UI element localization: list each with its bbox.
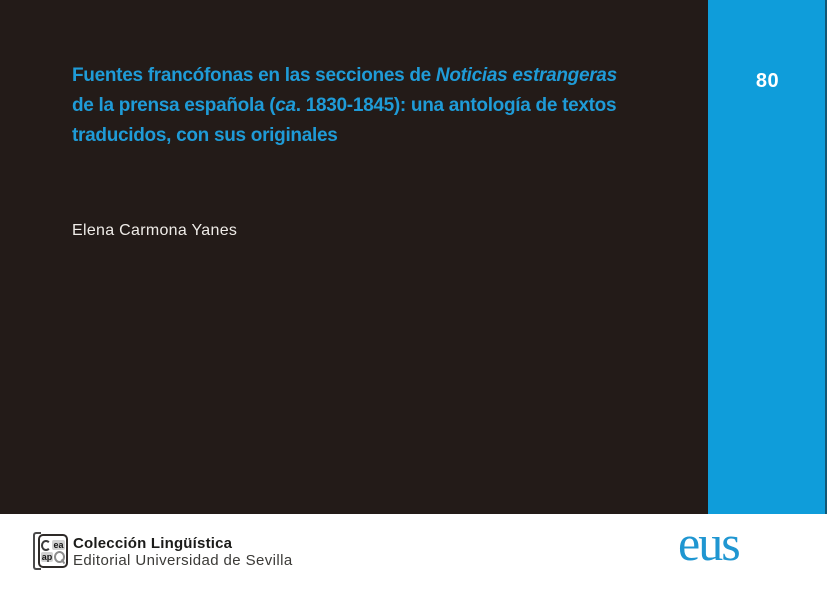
footer-band: [0, 514, 827, 591]
collection-name: Colección Lingüística: [73, 535, 233, 552]
series-stripe: [708, 0, 827, 514]
logo-bottom-row: [41, 551, 66, 563]
collection-logo-icon: [33, 532, 68, 570]
series-number: 80: [755, 70, 780, 92]
publisher-name: Editorial Universidad de Sevilla: [73, 552, 293, 569]
logo-top-row: [41, 540, 64, 551]
logo-top-letters: ea: [53, 540, 64, 550]
book-title: Fuentes francófonas en las secciones de Noticias estrangeras de la prensa española (ca. 1830-1845): una antología de textos traducidos, con sus originales: [72, 65, 617, 146]
logo-box: [38, 534, 68, 568]
imprint-block: [73, 535, 293, 569]
author-name: Elena Carmona Yanes: [72, 222, 238, 239]
logo-c-glyph-icon: [41, 540, 51, 551]
eus-press-logo: eus: [678, 515, 739, 571]
logo-q-glyph-icon: [54, 551, 65, 563]
logo-bottom-letters: ap: [41, 551, 53, 562]
